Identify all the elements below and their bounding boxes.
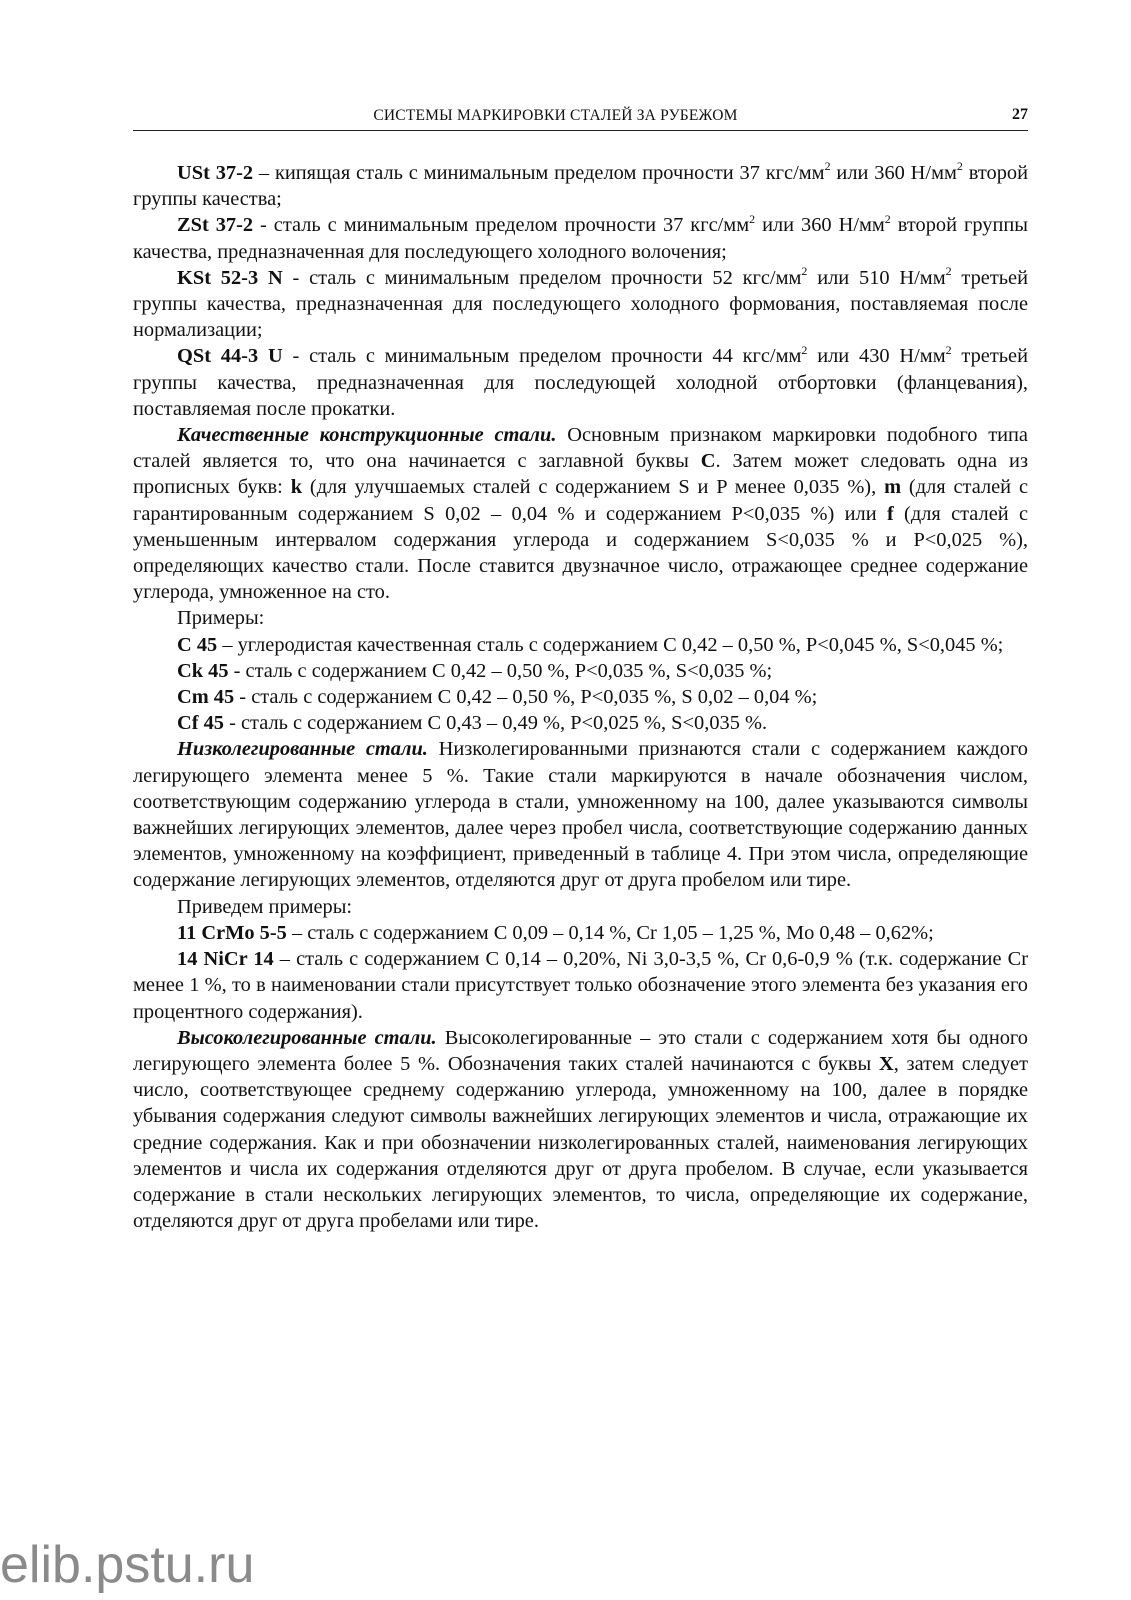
paragraph-text: , затем следует число, соответствующее среднему содержанию углерода, умноженному на 100, далее в порядке убывания содержания следуют символы важнейших легирующих элементов и числа, отражающие их средние содержания. Как и при обозначении низколегированных сталей, наименования легирующих элементов и числа их содержания отделяются друг от друга пробелом. В случае, если указывается содержание в стали нескольких легирующих элементов, то числа, определяющие их содержание, отделяются друг от друга пробелами или тире. <box>133 1052 1028 1233</box>
paragraph-text: третьей группы качества, предназначенная для последующей холодной отбортовки (фланцевания), поставляемая после прокатки. <box>133 345 1029 420</box>
paragraph-examples-label-2: Приведем примеры: <box>177 895 353 918</box>
paragraph-c-45 <box>133 632 1028 658</box>
bold-letter: f <box>886 502 894 525</box>
page-header <box>133 104 1028 131</box>
superscript: 2 <box>801 264 808 279</box>
bold-letter: m <box>884 476 902 499</box>
steel-code: KSt 52-3 N <box>177 266 283 289</box>
bold-letter: С <box>700 450 716 473</box>
paragraph-qst-44-3-u <box>133 343 1028 422</box>
paragraph-high-alloy-steels <box>133 1025 1028 1235</box>
paragraph-text: Основным признаком маркировки подобного типа сталей является то, что она начинается с заглавной буквы <box>133 424 1028 473</box>
paragraph-text: (для сталей с гарантированным содержанием S 0,02 – 0,04 % и содержанием P<0,035 %) или <box>133 476 1029 525</box>
paragraph-kst-52-3-n <box>133 265 1028 344</box>
paragraph-text: второй группы качества, предназначенная для последующего холодного волочения; <box>133 214 1029 263</box>
paragraph-text: или 430 Н/мм <box>807 345 946 368</box>
steel-code: QSt 44-3 U <box>177 345 283 368</box>
paragraph-ck-45 <box>133 658 1028 684</box>
superscript: 2 <box>801 342 808 357</box>
paragraph-zst-37-2 <box>133 212 1028 264</box>
paragraph-low-alloy-steels <box>133 736 1028 893</box>
paragraph-text: Высоколегированные – это стали с содержанием хотя бы одного легирующего элемента более 5 %. Обозначения таких сталей начинаются с буквы <box>133 1026 1028 1075</box>
paragraph-text: – углеродистая качественная сталь с содержанием C 0,42 – 0,50 %, P<0,045 %, S<0,045 %; <box>217 633 1004 656</box>
section-heading: Качественные конструкционные стали. <box>177 424 557 447</box>
paragraph-text: – сталь с содержанием C 0,14 – 0,20%, Ni 3,0-3,5 %, Cr 0,6-0,9 % (т.к. содержание Cr менее 1 %, то в наименовании стали присутствует только обозначение этого элемента без указания его процентного содержания). <box>133 948 1028 1023</box>
page-number: 27 <box>1012 106 1028 123</box>
superscript: 2 <box>884 211 891 226</box>
steel-code: Cf 45 <box>177 712 225 735</box>
superscript: 2 <box>749 211 756 226</box>
paragraph-text: - сталь с минимальным пределом прочности 44 кгс/мм <box>282 345 802 368</box>
page-body <box>133 160 1028 1234</box>
paragraph-14-nicr-14 <box>133 946 1028 1025</box>
paragraph-text: или 510 Н/мм <box>807 266 946 289</box>
paragraph-cf-45 <box>133 710 1028 736</box>
paragraph-text: второй группы качества; <box>133 162 1028 211</box>
paragraph-text: – сталь с содержанием C 0,09 – 0,14 %, Cr 1,05 – 1,25 %, Mo 0,48 – 0,62%; <box>286 921 934 944</box>
paragraph-ust-37-2 <box>133 160 1028 212</box>
paragraph-text: - сталь с минимальным пределом прочности 52 кгс/мм <box>282 266 802 289</box>
running-title: СИСТЕМЫ МАРКИРОВКИ СТАЛЕЙ ЗА РУБЕЖОМ <box>373 107 738 124</box>
superscript: 2 <box>945 264 952 279</box>
bold-letter: k <box>290 476 303 499</box>
steel-code: 11 CrMo 5-5 <box>177 921 287 944</box>
steel-code: C 45 <box>177 633 218 656</box>
paragraph-quality-steels <box>133 422 1028 605</box>
paragraph-text: - сталь с содержанием C 0,42 – 0,50 %, P<0,035 %, S<0,035 %; <box>228 659 773 682</box>
paragraph-text: Низколегированными признаются стали с содержанием каждого легирующего элемента менее 5 %. Такие стали маркируются в начале обозначения числом, соответствующим содержанию углерода в стали, умноженному на 100, далее указываются символы важнейших легирующих элементов, далее через пробел числа, соответствующие содержанию данных элементов, умноженному на коэффициент, приведенный в таблице 4. При этом числа, определяющие содержание легирующих элементов, отделяются друг от друга пробелом или тире. <box>133 738 1028 892</box>
paragraph-examples-label: Примеры: <box>177 607 265 630</box>
steel-code: ZSt 37-2 <box>177 214 254 237</box>
section-heading: Низколегированные стали. <box>177 738 428 761</box>
watermark-text: elib.pstu.ru <box>0 1536 255 1594</box>
bold-letter: X <box>878 1052 894 1075</box>
paragraph-text: (для улучшаемых сталей с содержанием S и P менее 0,035 %), <box>302 476 885 499</box>
paragraph-text: - сталь с минимальным пределом прочности 37 кгс/мм <box>253 214 750 237</box>
paragraph-text: (для сталей с уменьшенным интервалом содержания углерода и содержанием S<0,035 % и P<0,025 %), определяющих качество стали. После ставится двузначное число, отражающее среднее содержание углерода, умноженное на сто. <box>133 502 1029 604</box>
steel-code: 14 NiCr 14 <box>177 948 274 971</box>
paragraph-text: - сталь с содержанием C 0,42 – 0,50 %, P<0,035 %, S 0,02 – 0,04 %; <box>234 686 818 709</box>
paragraph-text: или 360 Н/мм <box>755 214 885 237</box>
superscript: 2 <box>956 159 963 174</box>
steel-code: Cm 45 <box>177 686 235 709</box>
paragraph-text: третьей группы качества, предназначенная для последующего холодного формования, поставляемая после нормализации; <box>133 266 1029 342</box>
steel-code: Ck 45 <box>177 659 229 682</box>
paragraph-cm-45 <box>133 684 1028 710</box>
paragraph-text: - сталь с содержанием C 0,43 – 0,49 %, P<0,025 %, S<0,035 %. <box>224 712 768 735</box>
superscript: 2 <box>945 342 952 357</box>
paragraph-text: . Затем может следовать одна из прописных букв: <box>133 450 1028 499</box>
paragraph-text: – кипящая сталь с минимальным пределом прочности 37 кгс/мм <box>253 162 825 184</box>
steel-code: USt 37-2 <box>177 162 254 184</box>
superscript: 2 <box>824 159 831 174</box>
section-heading: Высоколегированные стали. <box>177 1026 437 1049</box>
paragraph-11-crmo-5-5 <box>133 920 1028 946</box>
paragraph-text: или 360 Н/мм <box>830 162 957 184</box>
